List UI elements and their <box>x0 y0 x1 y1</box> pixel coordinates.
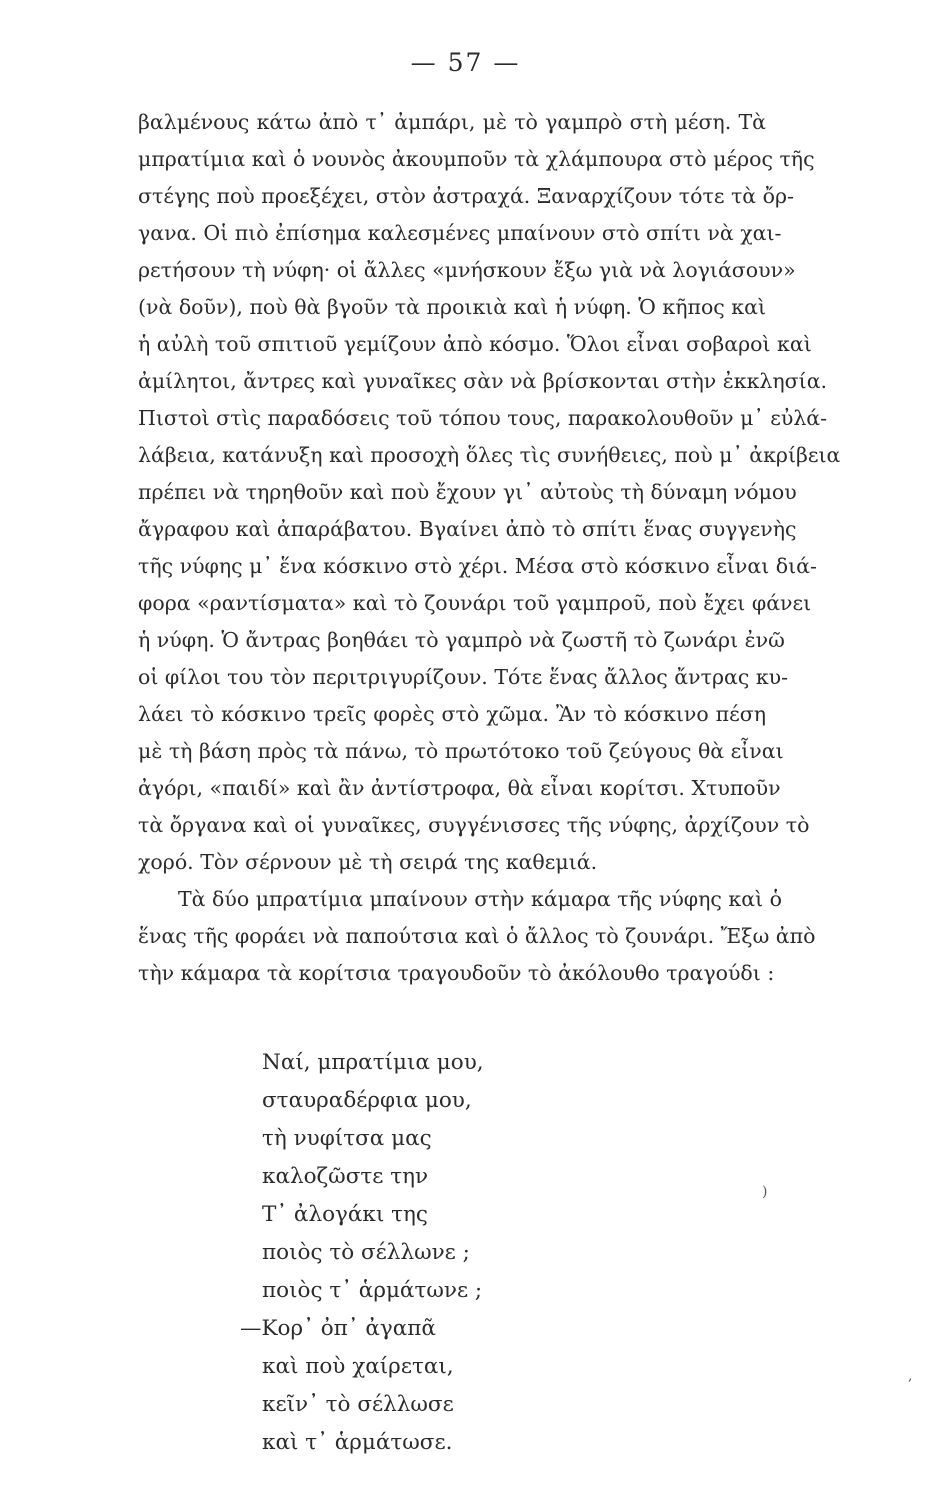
prose-line: βαλμένους κάτω ἀπὸ τ᾽ ἀμπάρι, μὲ τὸ γαμπρὸ στὴ μέση. Τὰ <box>138 110 766 134</box>
prose-line: φορα «ραντίσματα» καὶ τὸ ζουνάρι τοῦ γαμπροῦ, ποὺ ἔχει φάνει <box>138 591 812 615</box>
prose-line: Τὰ δύο μπρατίμια μπαίνουν στὴν κάμαρα τῆς νύφης καὶ ὁ <box>178 887 782 911</box>
prose-line: στέγης ποὺ προεξέχει, στὸν ἀστραχά. Ξαναρχίζουν τότε τὰ ὄρ- <box>138 184 794 208</box>
poem-line: καὶ ποὺ χαίρεται, <box>262 1354 454 1379</box>
prose-line: χορό. Τὸν σέρνουν μὲ τὴ σειρά της καθεμιά. <box>138 850 598 874</box>
prose-line: ἡ αὐλὴ τοῦ σπιτιοῦ γεμίζουν ἀπὸ κόσμο. Ὅλοι εἶναι σοβαροὶ καὶ <box>138 332 812 356</box>
poem-line: —Κορ᾽ ὀπ᾽ ἀγαπᾶ <box>240 1316 436 1341</box>
prose-line: μπρατίμια καὶ ὁ νουνὸς ἀκουμποῦν τὰ χλάμπουρα στὸ μέρος τῆς <box>138 147 815 171</box>
poem-line: Ναί, μπρατίμια μου, <box>262 1050 484 1075</box>
prose-line: ἕνας τῆς φοράει νὰ παπούτσια καὶ ὁ ἄλλος τὸ ζουνάρι. Ἔξω ἀπὸ <box>138 924 816 948</box>
prose-line: οἱ φίλοι του τὸν περιτριγυρίζουν. Τότε ἕνας ἄλλος ἄντρας κυ- <box>138 665 789 689</box>
prose-line: τὴν κάμαρα τὰ κορίτσια τραγουδοῦν τὸ ἀκόλουθο τραγούδι : <box>138 961 775 985</box>
prose-line: ρετήσουν τὴ νύφη· οἱ ἄλλες «μνήσκουν ἔξω γιὰ νὰ λογιάσουν» <box>138 258 796 282</box>
prose-line: ἀμίλητοι, ἄντρες καὶ γυναῖκες σὰν νὰ βρίσκονται στὴν ἐκκλησία. <box>138 369 828 393</box>
poem-line: καὶ τ᾽ ἁρμάτωσε. <box>262 1430 453 1455</box>
poem-line: σταυραδέρφια μου, <box>262 1088 472 1113</box>
poem-line: Τ᾽ ἀλογάκι της <box>262 1202 428 1227</box>
poem-line: κεῖν᾽ τὸ σέλλωσε <box>262 1392 454 1417</box>
prose-line: (νὰ δοῦν), ποὺ θὰ βγοῦν τὰ προικιὰ καὶ ἡ νύφη. Ὁ κῆπος καὶ <box>138 295 766 319</box>
prose-line: πρέπει νὰ τηρηθοῦν καὶ ποὺ ἔχουν γι᾽ αὐτοὺς τὴ δύναμη νόμου <box>138 480 797 504</box>
poem-line: τὴ νυφίτσα μας <box>262 1126 432 1151</box>
prose-line: λάει τὸ κόσκινο τρεῖς φορὲς στὸ χῶμα. Ἂν τὸ κόσκινο πέση <box>138 702 766 726</box>
prose-line: Πιστοὶ στὶς παραδόσεις τοῦ τόπου τους, παρακολουθοῦν μ᾽ εὐλά- <box>138 406 828 430</box>
poem-line: καλοζῶστε την <box>262 1164 429 1189</box>
prose-line: γανα. Οἱ πιὸ ἐπίσημα καλεσμένες μπαίνουν στὸ σπίτι νὰ χαι- <box>138 221 782 245</box>
prose-line: τῆς νύφης μ᾽ ἕνα κόσκινο στὸ χέρι. Μέσα στὸ κόσκινο εἶναι διά- <box>138 554 817 578</box>
margin-comma: , <box>908 1368 913 1384</box>
prose-line: λάβεια, κατάνυξη καὶ προσοχὴ ὅλες τὶς συνήθειες, ποὺ μ᾽ ἀκρίβεια <box>138 443 841 467</box>
prose-line: ἀγόρι, «παιδί» καὶ ἂν ἀντίστροφα, θὰ εἶναι κορίτσι. Χτυποῦν <box>138 776 781 800</box>
prose-line: ἡ νύφη. Ὁ ἄντρας βοηθάει τὸ γαμπρὸ νὰ ζωστῆ τὸ ζωνάρι ἐνῶ <box>138 628 785 652</box>
prose-line: μὲ τὴ βάση πρὸς τὰ πάνω, τὸ πρωτότοκο τοῦ ζεύγους θὰ εἶναι <box>138 739 784 763</box>
margin-bracket: ) <box>762 1184 768 1200</box>
poem-line: ποιὸς τὸ σέλλωνε ; <box>262 1240 470 1265</box>
poem-line: ποιὸς τ᾽ ἁρμάτωνε ; <box>262 1278 483 1303</box>
prose-line: ἄγραφου καὶ ἀπαράβατου. Βγαίνει ἀπὸ τὸ σπίτι ἕνας συγγενὴς <box>138 517 797 541</box>
prose-line: τὰ ὄργανα καὶ οἱ γυναῖκες, συγγένισσες τῆς νύφης, ἀρχίζουν τὸ <box>138 813 810 837</box>
page-number: — 57 — <box>410 48 521 77</box>
